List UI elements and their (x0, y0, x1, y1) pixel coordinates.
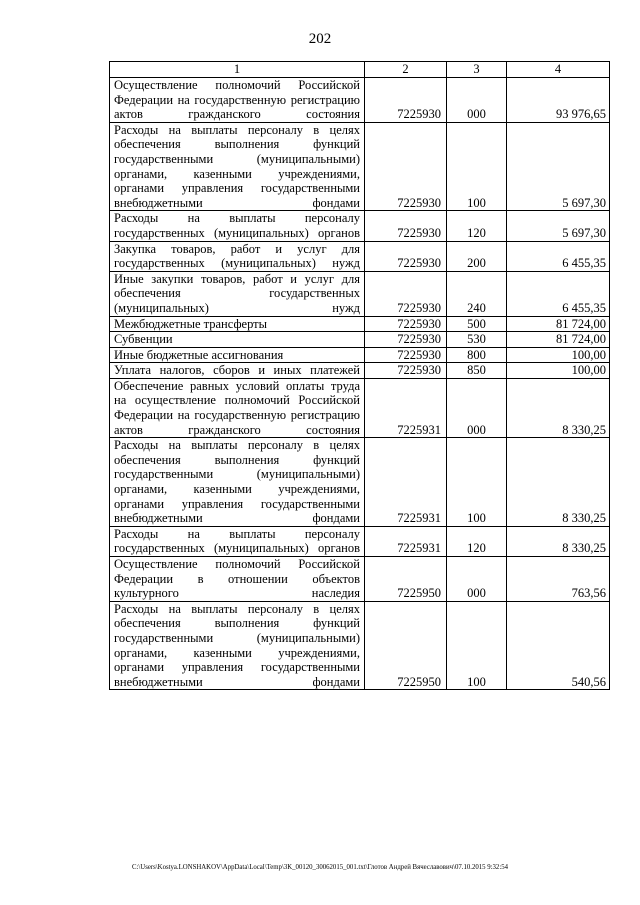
column-header: 1 (110, 62, 365, 78)
amount: 93 976,65 (507, 78, 610, 123)
target-code: 7225930 (365, 241, 447, 271)
amount: 540,56 (507, 601, 610, 690)
expense-type: 100 (447, 122, 507, 211)
expense-name: Иные бюджетные ассигнования (110, 347, 365, 363)
expense-name: Осуществление полномочий Российской Федерации на государственную регистрацию актов гражданского состояния (110, 78, 365, 123)
table-row (110, 557, 610, 602)
budget-table (109, 61, 610, 690)
expense-name: Межбюджетные трансферты (110, 316, 365, 332)
expense-type: 240 (447, 271, 507, 316)
expense-type: 120 (447, 526, 507, 556)
target-code: 7225930 (365, 316, 447, 332)
target-code: 7225930 (365, 78, 447, 123)
amount: 8 330,25 (507, 438, 610, 527)
amount: 6 455,35 (507, 241, 610, 271)
expense-type: 850 (447, 363, 507, 379)
table-row (110, 78, 610, 123)
target-code: 7225950 (365, 601, 447, 690)
expense-type: 100 (447, 601, 507, 690)
amount: 81 724,00 (507, 316, 610, 332)
expense-name: Расходы на выплаты персоналу в целях обеспечения выполнения функций государственными (муниципальными) органами, казенными учреждениями, органами управления государственными внебюджетными фондами (110, 601, 365, 690)
amount: 5 697,30 (507, 122, 610, 211)
table-header-row (110, 62, 610, 78)
table-row (110, 526, 610, 556)
expense-name: Расходы на выплаты персоналу государственных (муниципальных) органов (110, 526, 365, 556)
column-header: 3 (447, 62, 507, 78)
expense-type: 200 (447, 241, 507, 271)
table-row (110, 271, 610, 316)
expense-name: Уплата налогов, сборов и иных платежей (110, 363, 365, 379)
expense-type: 800 (447, 347, 507, 363)
target-code: 7225930 (365, 363, 447, 379)
amount: 8 330,25 (507, 378, 610, 437)
table-row (110, 347, 610, 363)
expense-type: 000 (447, 78, 507, 123)
expense-name: Расходы на выплаты персоналу в целях обеспечения выполнения функций государственными (муниципальными) органами, казенными учреждениями, органами управления государственными внебюджетными фондами (110, 438, 365, 527)
amount: 8 330,25 (507, 526, 610, 556)
table-row (110, 316, 610, 332)
target-code: 7225930 (365, 347, 447, 363)
target-code: 7225930 (365, 332, 447, 348)
amount: 763,56 (507, 557, 610, 602)
expense-type: 120 (447, 211, 507, 241)
expense-type: 100 (447, 438, 507, 527)
table-row (110, 378, 610, 437)
file-path-footer: C:\Users\Kostya.LONSHAKOV\AppData\Local\Temp\3K_00120_30062015_001.txt\Глотов Андрей Вячеславович\07.10.2015 9:32:54 (131, 864, 509, 871)
target-code: 7225930 (365, 271, 447, 316)
expense-name: Расходы на выплаты персоналу в целях обеспечения выполнения функций государственными (муниципальными) органами, казенными учреждениями, органами управления государственными внебюджетными фондами (110, 122, 365, 211)
page-number: 202 (308, 31, 332, 47)
amount: 81 724,00 (507, 332, 610, 348)
table-row (110, 363, 610, 379)
target-code: 7225930 (365, 122, 447, 211)
expense-name: Закупка товаров, работ и услуг для государственных (муниципальных) нужд (110, 241, 365, 271)
table-row (110, 601, 610, 690)
expense-name: Расходы на выплаты персоналу государственных (муниципальных) органов (110, 211, 365, 241)
expense-type: 000 (447, 557, 507, 602)
table-row (110, 211, 610, 241)
table-row (110, 332, 610, 348)
expense-type: 530 (447, 332, 507, 348)
target-code: 7225931 (365, 378, 447, 437)
expense-name: Иные закупки товаров, работ и услуг для обеспечения государственных (муниципальных) нужд (110, 271, 365, 316)
table-row (110, 241, 610, 271)
column-header: 4 (507, 62, 610, 78)
target-code: 7225931 (365, 438, 447, 527)
amount: 5 697,30 (507, 211, 610, 241)
amount: 100,00 (507, 347, 610, 363)
table-row (110, 438, 610, 527)
expense-name: Осуществление полномочий Российской Федерации в отношении объектов культурного наследия (110, 557, 365, 602)
expense-type: 000 (447, 378, 507, 437)
column-header: 2 (365, 62, 447, 78)
target-code: 7225950 (365, 557, 447, 602)
amount: 6 455,35 (507, 271, 610, 316)
target-code: 7225931 (365, 526, 447, 556)
expense-name: Обеспечение равных условий оплаты труда на осуществление полномочий Российской Федерации на государственную регистрацию актов гражданского состояния (110, 378, 365, 437)
amount: 100,00 (507, 363, 610, 379)
target-code: 7225930 (365, 211, 447, 241)
expense-type: 500 (447, 316, 507, 332)
table-row (110, 122, 610, 211)
expense-name: Субвенции (110, 332, 365, 348)
